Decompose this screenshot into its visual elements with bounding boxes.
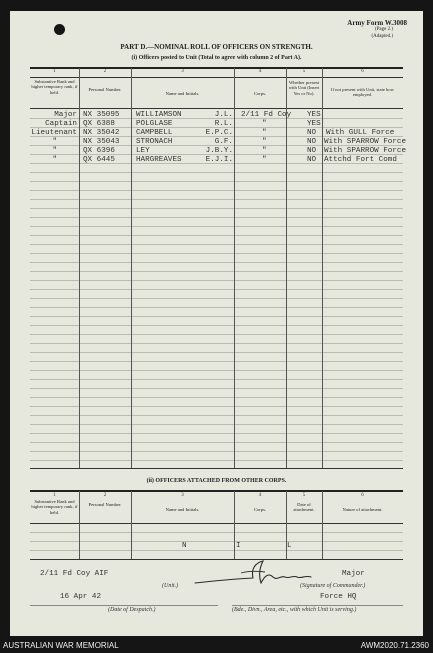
row-employed: Attchd Fort Comd bbox=[324, 156, 397, 164]
row-employed: With SPARROW Force bbox=[324, 138, 407, 146]
table2-colnum-5: 5 bbox=[302, 493, 306, 498]
table1-colnum-1: 1 bbox=[53, 69, 56, 74]
caption-source: AUSTRALIAN WAR MEMORIAL bbox=[3, 641, 119, 650]
row-initials: E.P.C. bbox=[205, 129, 233, 137]
nil-letter: I bbox=[236, 542, 241, 550]
row-employed: With SPARROW Force bbox=[324, 147, 407, 155]
table1-number-border bbox=[30, 77, 403, 78]
table1-rule-line bbox=[30, 361, 403, 362]
row-present: NO bbox=[307, 147, 317, 155]
form-page: (Page 2.) bbox=[374, 27, 393, 32]
table1-rule-line bbox=[30, 271, 403, 272]
archive-caption bbox=[0, 639, 433, 653]
row-initials: R.L. bbox=[214, 120, 233, 128]
row-number: QX 6445 bbox=[83, 156, 115, 164]
table1-rule-line bbox=[30, 388, 403, 389]
form-name: Army Form W.3008 bbox=[347, 19, 407, 27]
table1-rule-line bbox=[30, 289, 403, 290]
row-corps: " bbox=[262, 147, 267, 155]
table1-rule-line bbox=[30, 181, 403, 182]
table1-rule-line bbox=[30, 172, 403, 173]
table1-rule-line bbox=[30, 379, 403, 380]
table1-rule-line bbox=[30, 226, 403, 227]
table2-colnum-1: 1 bbox=[53, 493, 56, 498]
table2-colnum-2: 2 bbox=[103, 493, 107, 498]
row-employed: With GULL Force bbox=[326, 129, 395, 137]
table1-rule-line bbox=[30, 280, 403, 281]
table1-header-number: Personal Number. bbox=[88, 87, 122, 92]
table1-header-employed: If not present with Unit, state how employed. bbox=[331, 87, 394, 98]
table1-rule-line bbox=[30, 199, 403, 200]
row-corps: " bbox=[262, 129, 267, 137]
document-page bbox=[10, 11, 423, 636]
despatch-date: 16 Apr 42 bbox=[60, 593, 102, 601]
row-name: CAMPBELL bbox=[136, 129, 173, 137]
table1-divider-3 bbox=[234, 68, 235, 468]
row-present: YES bbox=[307, 111, 321, 119]
table1-header-rank: Substantive Rank and higher temporary rank, if held. bbox=[31, 79, 78, 95]
row-initials: G.F. bbox=[214, 138, 233, 146]
row-corps: " bbox=[262, 156, 267, 164]
signature-rank: Major bbox=[342, 570, 365, 578]
table2-header-corps: Corps. bbox=[253, 507, 267, 512]
table1-rule-line bbox=[30, 217, 403, 218]
table1-divider-4 bbox=[286, 68, 287, 468]
unit-label: (Unit.) bbox=[162, 583, 179, 589]
table2-top-border bbox=[30, 490, 403, 492]
section2-title: (ii) OFFICERS ATTACHED FROM OTHER CORPS. bbox=[146, 478, 287, 484]
table1-rule-line bbox=[30, 235, 403, 236]
caption-reference: AWM2020.71.2360 bbox=[360, 641, 429, 650]
table1-rule-line bbox=[30, 424, 403, 425]
table2-header-number: Personal Number. bbox=[88, 502, 122, 507]
table1-rule-line bbox=[30, 298, 403, 299]
row-initials: J.L. bbox=[214, 111, 233, 119]
table1-header-corps: Corps. bbox=[253, 91, 267, 96]
table1-divider-1 bbox=[79, 68, 80, 468]
row-initials: E.J.I. bbox=[205, 156, 233, 164]
table1-colnum-6: 6 bbox=[361, 69, 364, 74]
table1-rule-line bbox=[30, 307, 403, 308]
table1-divider-2 bbox=[131, 68, 132, 468]
row-initials: J.B.Y. bbox=[205, 147, 233, 155]
table1-rule-line bbox=[30, 253, 403, 254]
table1-rule-line bbox=[30, 433, 403, 434]
row-rank: " bbox=[52, 147, 57, 155]
table1-rule-line bbox=[30, 325, 403, 326]
row-name: WILLIAMSON bbox=[136, 111, 182, 119]
row-number: QX 6388 bbox=[83, 120, 115, 128]
table1-rule-line bbox=[30, 334, 403, 335]
table1-rule-line bbox=[30, 190, 403, 191]
row-corps: " bbox=[262, 120, 267, 128]
signature-label: (Signature of Commander.) bbox=[300, 583, 366, 589]
table1-rule-line bbox=[30, 370, 403, 371]
table2-colnum-6: 6 bbox=[361, 493, 364, 498]
formation-label: (Bde., Divn., Area, etc., with which Unit is serving.) bbox=[232, 607, 357, 613]
row-present: NO bbox=[307, 138, 317, 146]
table1-rule-line bbox=[30, 316, 403, 317]
row-rank: " bbox=[52, 156, 57, 164]
table1-rule-line bbox=[30, 460, 403, 461]
part-title: PART D.—NOMINAL ROLL OF OFFICERS ON STRENGTH. bbox=[120, 43, 313, 51]
table1-header-border bbox=[30, 108, 403, 109]
row-number: QX 6396 bbox=[83, 147, 115, 155]
table1-bottom-border bbox=[30, 468, 403, 469]
table2-colnum-3: 3 bbox=[181, 493, 184, 498]
row-corps: 2/11 Fd Coy bbox=[241, 111, 292, 119]
row-name: HARGREAVES bbox=[136, 156, 182, 164]
table1-header-name: Name and Initials. bbox=[165, 91, 200, 96]
nil-letter: L bbox=[287, 542, 292, 550]
row-rank: Captain bbox=[45, 120, 77, 128]
row-name: POLGLASE bbox=[136, 120, 173, 128]
row-number: NX 35043 bbox=[83, 138, 120, 146]
row-present: NO bbox=[307, 156, 317, 164]
table1-colnum-2: 2 bbox=[103, 69, 107, 74]
table1-rule-line bbox=[30, 244, 403, 245]
row-number: NX 35042 bbox=[83, 129, 120, 137]
row-present: NO bbox=[307, 129, 317, 137]
table1-rule-line bbox=[30, 451, 403, 452]
row-name: LEY bbox=[136, 147, 150, 155]
formation-value: Force HQ bbox=[320, 593, 357, 601]
table1-rule-line bbox=[30, 415, 403, 416]
table1-colnum-3: 3 bbox=[181, 69, 184, 74]
table2-header-date: Date of attachment. bbox=[293, 502, 315, 513]
table1-header-present: Whether present with Unit (Insert Yes or No). bbox=[288, 80, 320, 96]
table1-colnum-5: 5 bbox=[302, 69, 306, 74]
table1-rule-line bbox=[30, 397, 403, 398]
unit-value: 2/11 Fd Coy AIF bbox=[40, 570, 109, 578]
nil-letter: N bbox=[182, 542, 187, 550]
row-rank: Lieutenant bbox=[31, 129, 77, 137]
row-name: STRONACH bbox=[136, 138, 173, 146]
row-rank: Major bbox=[54, 111, 77, 119]
table2-header-name: Name and Initials. bbox=[165, 507, 200, 512]
punch-hole bbox=[54, 24, 65, 35]
table1-rule-line bbox=[30, 343, 403, 344]
section1-title: (i) Officers posted to Unit (Total to agree with column 2 of Part A). bbox=[131, 55, 302, 61]
table1-rule-line bbox=[30, 352, 403, 353]
table1-rule-line bbox=[30, 442, 403, 443]
table2-header-rank: Substantive Rank and higher temporary rank, if held. bbox=[31, 499, 78, 515]
table2-header-nature: Nature of attachment. bbox=[342, 507, 383, 512]
row-present: YES bbox=[307, 120, 321, 128]
table1-rule-line bbox=[30, 406, 403, 407]
table1-rule-line bbox=[30, 262, 403, 263]
row-number: NX 35095 bbox=[83, 111, 120, 119]
table1-colnum-4: 4 bbox=[258, 69, 262, 74]
row-rank: " bbox=[52, 138, 57, 146]
table1-rule-line bbox=[30, 208, 403, 209]
form-adapted: (Adapted.) bbox=[371, 34, 393, 39]
row-corps: " bbox=[262, 138, 267, 146]
table2-header-border bbox=[30, 523, 403, 524]
table2-colnum-4: 4 bbox=[258, 493, 262, 498]
table1-divider-5 bbox=[322, 68, 323, 468]
date-label: (Date of Despatch.) bbox=[108, 607, 156, 613]
